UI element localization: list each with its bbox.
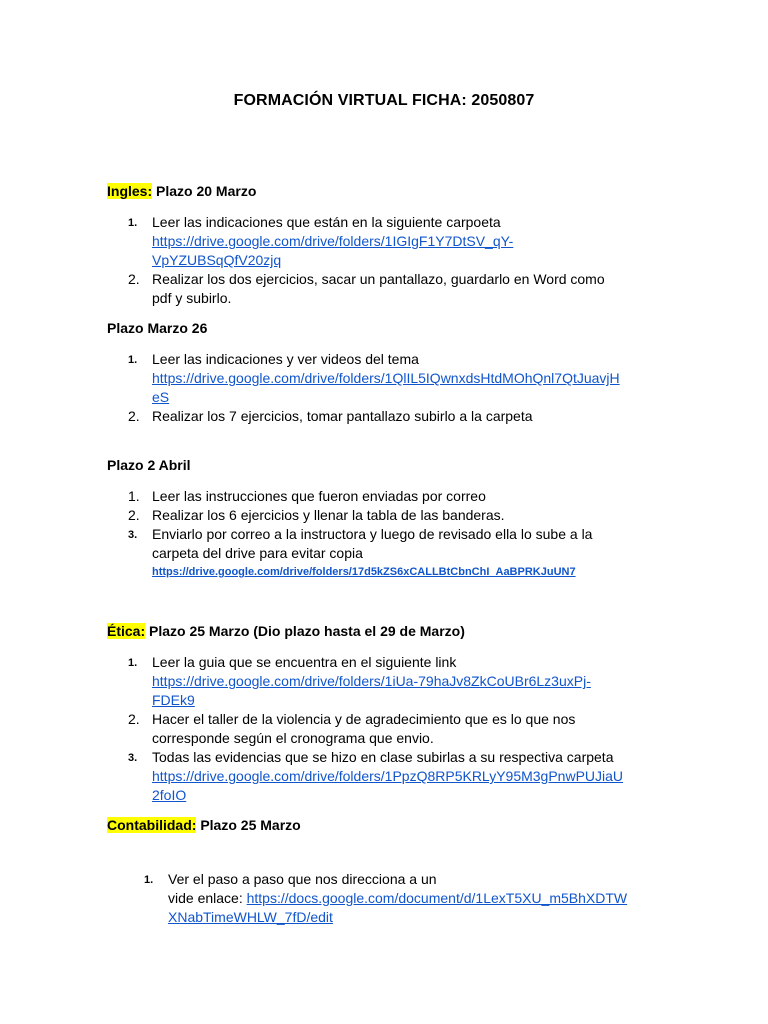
list-contabilidad [124,870,684,927]
list-marzo-26 [108,350,668,426]
drive-link[interactable]: https://drive.google.com/drive/folders/1QlIL5IQwnxdsHtdMOhQnl7QtJuavjH [152,370,620,386]
subject-etica: Ética: [107,623,146,639]
heading-marzo-26: Plazo Marzo 26 [107,320,208,336]
drive-link[interactable]: https://drive.google.com/drive/folders/1iUa-79haJv8ZkCoUBr6Lz3uxPj- [152,673,591,689]
drive-link[interactable]: https://drive.google.com/drive/folders/17d5kZS6xCALLBtCbnChI_AaBPRKJuUN7 [152,566,576,578]
list-item: 1. Leer las instrucciones que fueron enviadas por correo [128,488,486,504]
list-item: 2. Hacer el taller de la violencia y de agradecimiento que es lo que nos corresponde según el cronograma que envio. [128,711,576,746]
deadline-ingles: Plazo 20 Marzo [152,183,257,199]
subject-ingles: Ingles: [107,183,153,199]
drive-link[interactable]: https://drive.google.com/drive/folders/1PpzQ8RP5KRLyY95M3gPnwPUJiaU [152,768,624,784]
list-item: 3. Enviarlo por correo a la instructora y luego de revisado ella lo sube a la carpeta del drive para evitar copia https://drive.google.com/drive/folders/17d5kZS6xCALLBtCbnChI_AaBPRKJuUN7 [108,525,668,582]
list-item: 2. Realizar los 7 ejercicios, tomar pantallazo subirlo a la carpeta [128,408,533,424]
list-ingles [108,213,668,308]
drive-link-continued[interactable]: FDEk9 [152,692,195,708]
drive-link[interactable]: https://drive.google.com/drive/folders/1IGIgF1Y7DtSV_qY- [152,233,514,249]
docs-link-continued[interactable]: XNabTimeWHLW_7fD/edit [168,909,333,925]
heading-etica [107,623,465,639]
list-item: 1. Ver el paso a paso que nos direcciona a un vide enlace: https://docs.google.com/document/d/1LexT5XU_m5BhXDTW XNabTimeWHLW_7fD/edit [124,870,684,927]
list-abril-2 [108,487,668,582]
document-title: FORMACIÓN VIRTUAL FICHA: 2050807 [233,92,535,109]
drive-link-continued[interactable]: 2foIO [152,787,187,803]
drive-link-continued[interactable]: eS [152,389,170,405]
list-item: 1. Leer las indicaciones y ver videos del tema https://drive.google.com/drive/folders/1QlIL5IQwnxdsHtdMOhQnl7QtJuavjH eS [108,350,668,407]
heading-abril-2: Plazo 2 Abril [107,457,191,473]
list-item: 2. Realizar los dos ejercicios, sacar un pantallazo, guardarlo en Word como pdf y subirlo. [128,271,605,306]
list-item: 1. Leer las indicaciones que están en la siguiente carpoeta https://drive.google.com/drive/folders/1IGIgF1Y7DtSV_qY- VpYZUBSqQfV20zjq [108,213,668,270]
subject-contabilidad: Contabilidad: [107,817,197,833]
deadline-etica: Plazo 25 Marzo (Dio plazo hasta el 29 de Marzo) [145,623,465,639]
list-etica [108,653,668,805]
heading-contabilidad [107,817,301,833]
list-item: 3. Todas las evidencias que se hizo en clase subirlas a su respectiva carpeta https://drive.google.com/drive/folders/1PpzQ8RP5KRLyY95M3gPnwPUJiaU 2foIO [108,748,668,805]
list-item: 2. Realizar los 6 ejercicios y llenar la tabla de las banderas. [128,507,505,523]
drive-link-continued[interactable]: VpYZUBSqQfV20zjq [152,252,282,268]
list-item: 1. Leer la guia que se encuentra en el siguiente link https://drive.google.com/drive/folders/1iUa-79haJv8ZkCoUBr6Lz3uxPj- FDEk9 [108,653,668,710]
deadline-contabilidad: Plazo 25 Marzo [196,817,301,833]
heading-ingles [107,183,256,199]
docs-link[interactable]: https://docs.google.com/document/d/1LexT5XU_m5BhXDTW [246,890,628,906]
